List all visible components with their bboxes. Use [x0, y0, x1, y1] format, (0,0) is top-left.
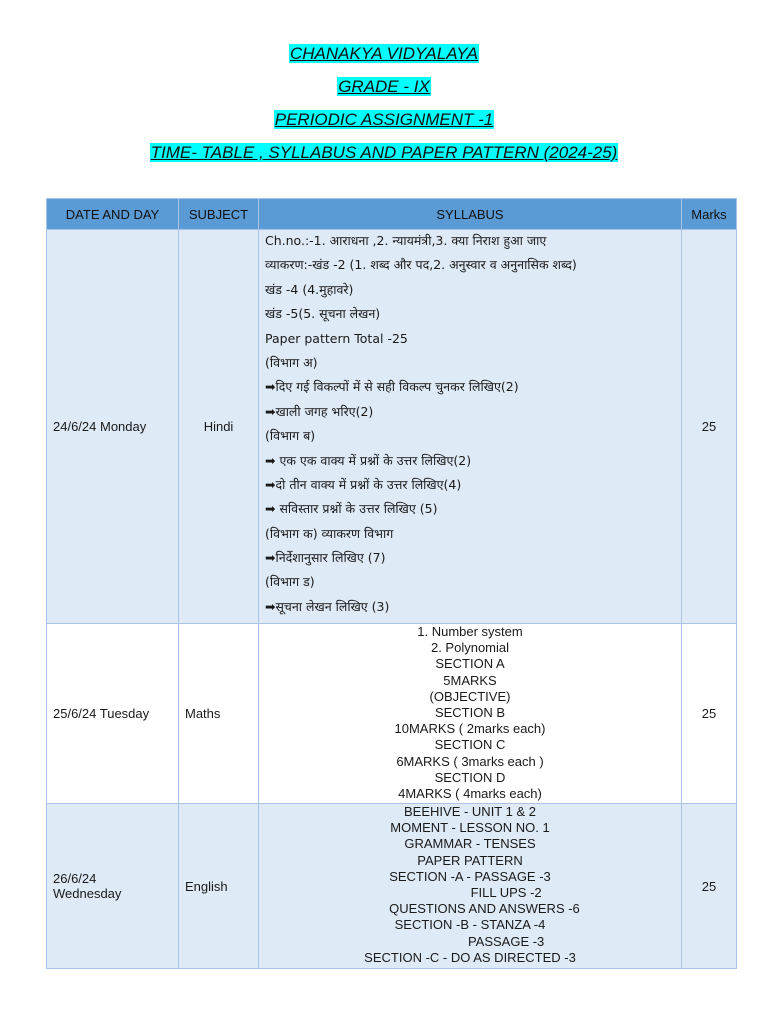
table-row	[47, 230, 737, 624]
row-date-line: 26/6/24	[53, 871, 97, 886]
syllabus-line: GRAMMAR - TENSES	[404, 836, 536, 852]
syllabus-line: SECTION C	[434, 737, 506, 753]
row-marks: 25	[682, 804, 737, 969]
table-row	[47, 624, 737, 804]
syllabus-line: 1. Number system	[417, 624, 523, 639]
syllabus-line: ➡ एक एक वाक्य में प्रश्नों के उत्तर लिखिए(2)	[265, 452, 472, 468]
row-date	[47, 804, 179, 969]
syllabus-line: 5MARKS	[443, 672, 497, 688]
col-header-marks: Marks	[682, 199, 737, 230]
row-marks: 25	[682, 624, 737, 804]
syllabus-line: 10MARKS ( 2marks each)	[394, 721, 546, 737]
timetable-line	[0, 141, 768, 174]
syllabus-line: Paper pattern Total -25	[265, 330, 408, 346]
assignment-title: PERIODIC ASSIGNMENT -1	[274, 110, 494, 129]
syllabus-line: SECTION -A - PASSAGE -3	[389, 868, 551, 884]
assignment-line	[0, 108, 768, 141]
grade-title: GRADE - IX	[338, 77, 430, 96]
row-marks: 25	[682, 230, 737, 624]
syllabus-line: खंड -5(5. सूचना लेखन)	[265, 306, 381, 322]
syllabus-line: (विभाग अ)	[265, 354, 318, 370]
row-syllabus	[259, 230, 682, 624]
syllabus-line: ➡सूचना लेखन लिखिए (3)	[265, 598, 390, 614]
syllabus-line: SECTION D	[434, 769, 506, 785]
row-date: 25/6/24 Tuesday	[47, 624, 179, 804]
syllabus-line: (OBJECTIVE)	[429, 688, 511, 704]
syllabus-line: खंड -4 (4.मुहावरे)	[265, 281, 354, 297]
syllabus-line: (विभाग क) व्याकरण विभाग	[265, 525, 394, 541]
syllabus-line: 4MARKS ( 4marks each)	[398, 785, 542, 801]
row-subject: English	[179, 804, 259, 969]
syllabus-line: ➡दिए गई विकल्पों में से सही विकल्प चुनकर लिखिए(2)	[265, 379, 519, 395]
school-name-line	[0, 42, 768, 75]
syllabus-line: PASSAGE -3	[395, 933, 545, 949]
col-header-date: DATE AND DAY	[47, 199, 179, 230]
syllabus-line: SECTION B	[434, 704, 506, 720]
syllabus-line: ➡दो तीन वाक्य में प्रश्नों के उत्तर लिखिए(4)	[265, 476, 462, 492]
table-header-row	[47, 199, 737, 230]
syllabus-line: QUESTIONS AND ANSWERS -6	[360, 901, 580, 917]
syllabus-line: (विभाग ब)	[265, 428, 316, 444]
row-subject: Maths	[179, 624, 259, 804]
syllabus-line: ➡खाली जगह भरिए(2)	[265, 403, 374, 419]
syllabus-line: SECTION -B - STANZA -4	[394, 917, 546, 933]
document-header	[0, 42, 768, 174]
syllabus-line: FILL UPS -2	[398, 884, 542, 900]
school-name: CHANAKYA VIDYALAYA	[289, 44, 479, 63]
row-syllabus	[259, 624, 682, 804]
syllabus-line: व्याकरण:-खंड -2 (1. शब्द और पद,2. अनुस्वार व अनुनासिक शब्द)	[265, 257, 577, 273]
timetable-title: TIME- TABLE , SYLLABUS AND PAPER PATTERN (2024-25)	[150, 143, 618, 162]
syllabus-line: BEEHIVE - UNIT 1 & 2	[404, 804, 536, 819]
syllabus-line: 2. Polynomial	[430, 640, 510, 656]
syllabus-line: 6MARKS ( 3marks each )	[396, 753, 544, 769]
syllabus-line: PAPER PATTERN	[417, 852, 523, 868]
timetable	[46, 198, 737, 969]
syllabus-line: MOMENT - LESSON NO. 1	[390, 820, 550, 836]
syllabus-line: (विभाग ड)	[265, 574, 315, 590]
syllabus-line: ➡निर्देशानुसार लिखिए (7)	[265, 550, 386, 566]
grade-line	[0, 75, 768, 108]
syllabus-line: SECTION -C - DO AS DIRECTED -3	[364, 949, 576, 965]
syllabus-line: SECTION A	[435, 656, 505, 672]
col-header-subject: SUBJECT	[179, 199, 259, 230]
table-row	[47, 804, 737, 969]
row-date: 24/6/24 Monday	[47, 230, 179, 624]
row-date-line: Wednesday	[53, 886, 122, 901]
row-syllabus	[259, 804, 682, 969]
col-header-syllabus: SYLLABUS	[259, 199, 682, 230]
syllabus-line: ➡ सविस्तार प्रश्नों के उत्तर लिखिए (5)	[265, 501, 438, 517]
row-subject: Hindi	[179, 230, 259, 624]
syllabus-line: Ch.no.:-1. आराधना ,2. न्यायमंत्री,3. क्या निराश हुआ जाए	[265, 233, 547, 248]
